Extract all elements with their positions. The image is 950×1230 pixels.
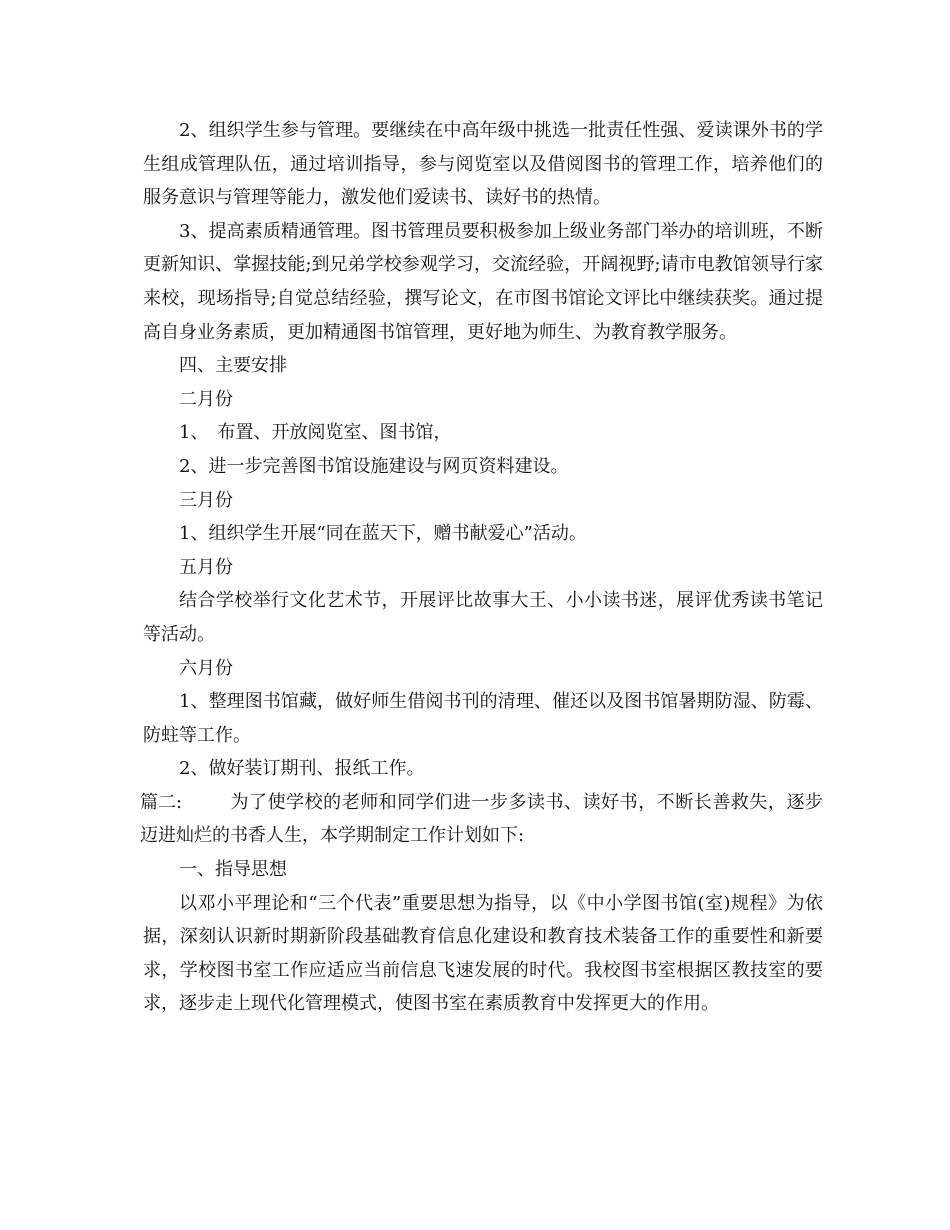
heading-main-arrangements: 四、主要安排 bbox=[179, 355, 287, 377]
item-june-2: 2、做好装订期刊、报纸工作。 bbox=[179, 758, 425, 780]
item-june-1: 1、整理图书馆藏，做好师生借阅书刊的清理、催还以及图书馆暑期防湿、防霉、防蛀等工作。 bbox=[143, 691, 823, 746]
section-two-label: 篇二: bbox=[140, 791, 183, 813]
paragraph-student-management: 2、组织学生参与管理。要继续在中高年级中挑选一批责任性强、爱读课外书的学生组成管理队伍，通过培训指导，参与阅览室以及借阅图书的管理工作，培养他们的服务意识与管理等能力，激发他们爱读书、读好书的热情。 bbox=[143, 120, 823, 209]
heading-february: 二月份 bbox=[179, 388, 233, 410]
document-page bbox=[140, 114, 823, 1021]
heading-guiding-ideology: 一、指导思想 bbox=[179, 859, 287, 881]
section-two-text: 为了使学校的老师和同学们进一步多读书、读好书，不断长善救失，逐步迈进灿烂的书香人生，本学期制定工作计划如下: bbox=[140, 791, 823, 847]
section-two-intro bbox=[140, 786, 823, 853]
paragraph-quality-management: 3、提高素质精通管理。图书管理员要积极参加上级业务部门举办的培训班，不断更新知识、掌握技能;到兄弟学校参观学习，交流经验，开阔视野;请市电教馆领导行家来校，现场指导;自觉总结经验，撰写论文，在市图书馆论文评比中继续获奖。通过提高自身业务素质，更加精通图书馆管理，更好地为师生、为教育教学服务。 bbox=[143, 220, 823, 343]
item-march-1: 1、组织学生开展“同在蓝天下，赠书献爱心”活动。 bbox=[179, 523, 587, 545]
heading-march: 三月份 bbox=[179, 489, 233, 511]
item-february-2: 2、进一步完善图书馆设施建设与网页资料建设。 bbox=[179, 455, 569, 477]
heading-may: 五月份 bbox=[179, 556, 233, 578]
item-may-1: 结合学校举行文化艺术节，开展评比故事大王、小小读书迷，展评优秀读书笔记等活动。 bbox=[143, 590, 823, 645]
item-february-1: 1、 布置、开放阅览室、图书馆， bbox=[179, 422, 452, 444]
paragraph-guiding-ideology: 以邓小平理论和“三个代表”重要思想为指导，以《中小学图书馆(室)规程》为依据，深刻认识新时期新阶段基础教育信息化建设和教育技术装备工作的重要性和新要求，学校图书室工作应适应当前信息飞速发展的时代。我校图书室根据区教技室的要求，逐步走上现代化管理模式，使图书室在素质教育中发挥更大的作用。 bbox=[143, 892, 823, 1015]
heading-june: 六月份 bbox=[179, 657, 233, 679]
